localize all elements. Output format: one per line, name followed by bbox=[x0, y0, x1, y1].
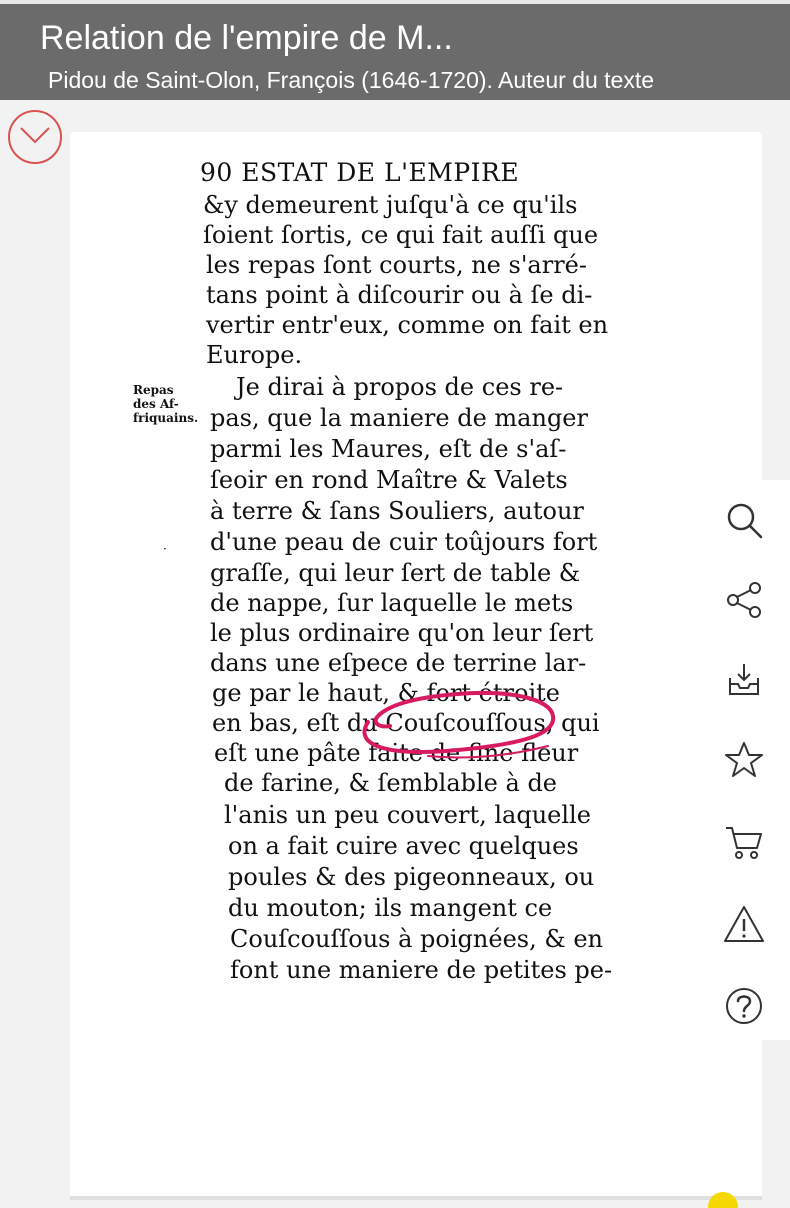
scanned-page bbox=[128, 150, 613, 988]
text-line: l'anis un peu couvert, laquelle bbox=[224, 801, 591, 829]
text-line: poules & des pigeonneaux, ou bbox=[228, 863, 595, 891]
text-line: ſeoir en rond Maître & Valets bbox=[210, 466, 568, 494]
text-line: &y demeurent juſqu'à ce qu'ils bbox=[203, 191, 578, 219]
text-line: les repas ſont courts, ne s'arré- bbox=[206, 251, 587, 279]
document-title: Relation de l'empire de M... bbox=[40, 19, 453, 57]
text-line: font une maniere de petites pe- bbox=[230, 956, 613, 984]
text-line: dans une eſpece de terrine lar- bbox=[210, 649, 587, 677]
help-button[interactable] bbox=[712, 974, 776, 1038]
text-line: de nappe, ſur laquelle le mets bbox=[210, 589, 574, 617]
star-icon bbox=[724, 740, 764, 780]
favorite-button[interactable] bbox=[712, 728, 776, 792]
text-line: parmi les Maures, eſt de s'aſ- bbox=[210, 435, 567, 463]
print-mark: · bbox=[163, 542, 167, 556]
margin-note-line: friquains. bbox=[133, 411, 199, 425]
page-bottom-edge bbox=[70, 1196, 762, 1200]
margin-note-line: Repas bbox=[133, 383, 174, 397]
cart-button[interactable] bbox=[712, 810, 776, 874]
text-line: en bas, eſt du Couſcouſſous, qui bbox=[212, 709, 600, 737]
text-line: tans point à diſcourir ou à ſe di- bbox=[206, 281, 593, 309]
report-button[interactable] bbox=[712, 892, 776, 956]
text-line: Je dirai à propos de ces re- bbox=[236, 373, 564, 401]
document-header bbox=[0, 4, 790, 100]
collapse-toggle-button[interactable] bbox=[8, 110, 62, 164]
share-button[interactable] bbox=[712, 568, 776, 632]
document-author: Pidou de Saint-Olon, François (1646-1720). Auteur du texte bbox=[48, 67, 655, 93]
text-line: eſt une pâte faite de fine fleur bbox=[214, 739, 579, 767]
text-line: on a fait cuire avec quelques bbox=[228, 832, 579, 860]
text-line: ſoient ſortis, ce qui fait auſſi que bbox=[203, 221, 599, 249]
share-icon bbox=[724, 580, 764, 620]
search-button[interactable] bbox=[712, 488, 776, 552]
download-icon bbox=[724, 660, 764, 700]
text-line: ge par le haut, & fort étroite bbox=[212, 679, 560, 707]
cart-icon bbox=[724, 822, 764, 862]
tools-sidebar bbox=[712, 480, 790, 1040]
warning-icon bbox=[723, 904, 765, 944]
text-line: de farine, & ſemblable à de bbox=[224, 769, 558, 797]
text-line: graſſe, qui leur ſert de table & bbox=[210, 559, 581, 587]
text-line: le plus ordinaire qu'on leur ſert bbox=[210, 619, 594, 647]
text-line: pas, que la maniere de manger bbox=[210, 404, 588, 432]
text-line: d'une peau de cuir toûjours fort bbox=[210, 528, 598, 556]
text-line: à terre & ſans Souliers, autour bbox=[210, 497, 584, 525]
download-button[interactable] bbox=[712, 648, 776, 712]
search-icon bbox=[724, 500, 764, 540]
text-line: Couſcouſſous à poignées, & en bbox=[230, 925, 603, 953]
text-line: vertir entr'eux, comme on fait en bbox=[206, 311, 609, 339]
running-head: 90 ESTAT DE L'EMPIRE bbox=[200, 158, 520, 187]
margin-note-line: des Af- bbox=[133, 397, 179, 411]
help-icon bbox=[724, 986, 764, 1026]
chevron-down-icon bbox=[20, 126, 50, 144]
text-line: Europe. bbox=[206, 341, 303, 369]
text-line: du mouton; ils mangent ce bbox=[228, 894, 553, 922]
